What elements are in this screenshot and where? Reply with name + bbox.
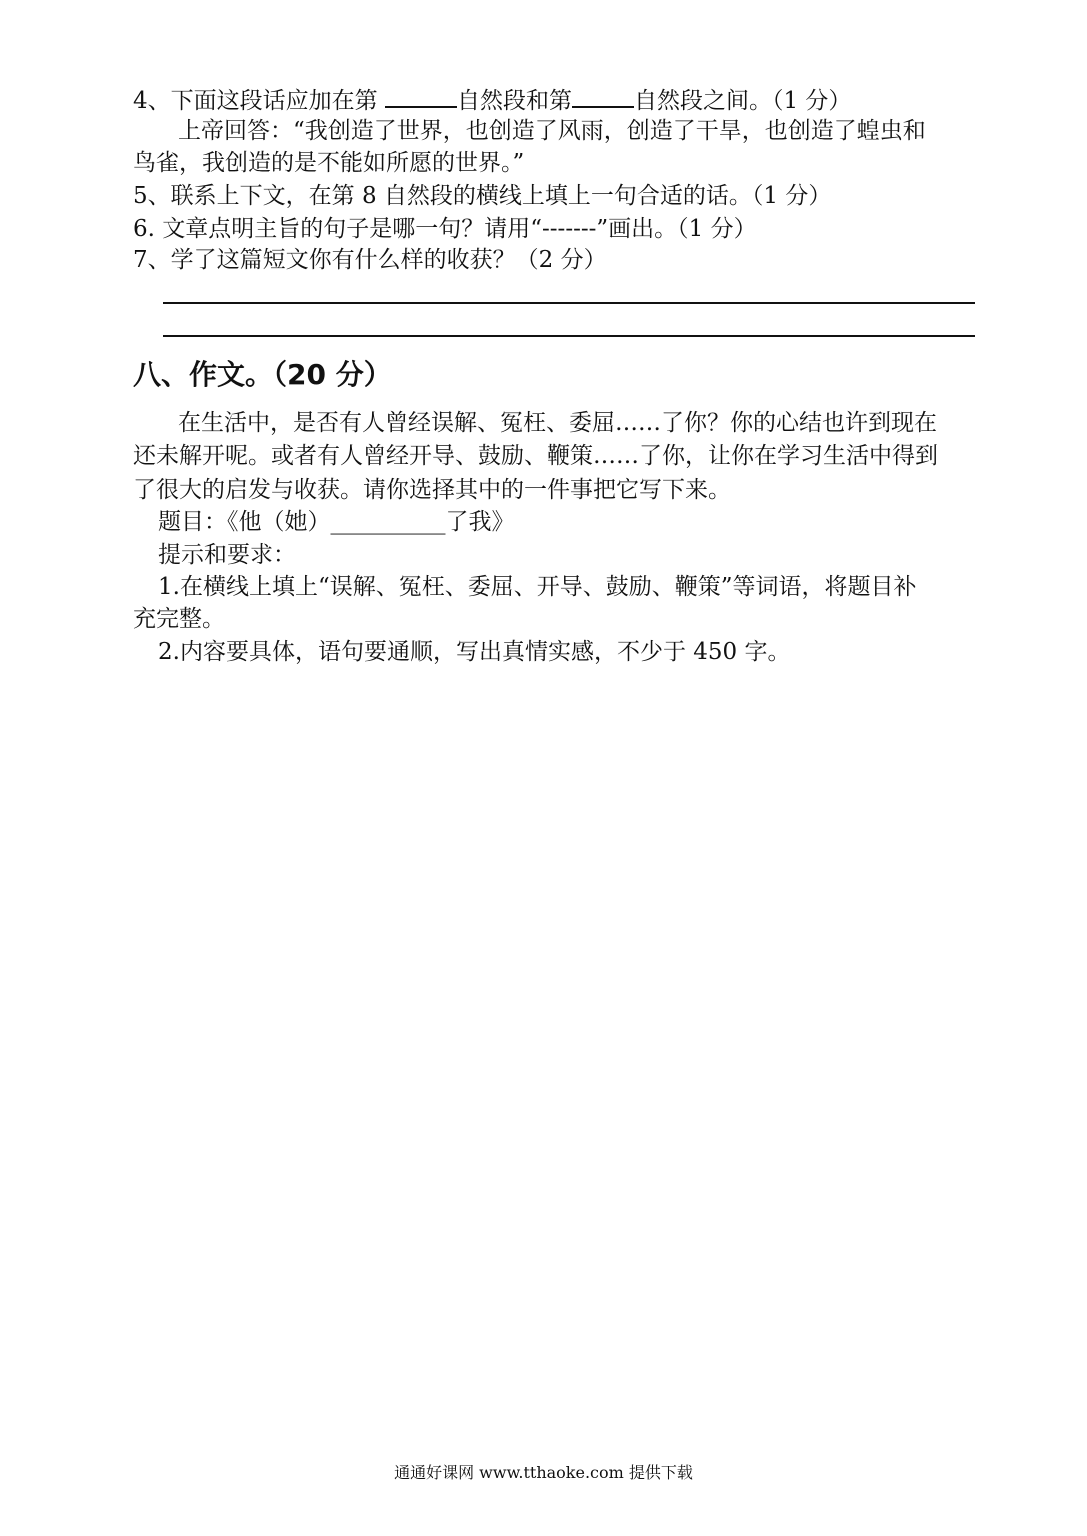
paragraph-number-blank-1[interactable] [385, 86, 457, 108]
answer-line-1[interactable] [163, 302, 975, 304]
question-4-text-b: 自然段和第 [456, 88, 572, 114]
hints-label: 提示和要求： [158, 542, 296, 568]
page-footer: 通通好课网 www.tthaoke.com 提供下载 [394, 1463, 693, 1482]
quote-line-2: 鸟雀，我创造的是不能如所愿的世界。” [133, 150, 525, 176]
requirement-2: 2.内容要具体，语句要通顺，写出真情实感，不少于 450 字。 [158, 639, 791, 665]
question-7: 7、学了这篇短文你有什么样的收获？（2 分） [133, 247, 607, 273]
question-5: 5、联系上下文，在第 8 自然段的横线上填上一句合适的话。（1 分） [133, 183, 832, 209]
prompt-line-3: 了很大的启发与收获。请你选择其中的一件事把它写下来。 [133, 477, 731, 503]
question-4 [133, 86, 851, 116]
section-title-composition: 八、作文。（20 分） [133, 358, 392, 391]
paragraph-number-blank-2[interactable] [572, 86, 634, 108]
composition-topic: 题目：《他（她）__________了我》 [158, 509, 515, 535]
question-4-text-c: 自然段之间。（1 分） [633, 88, 852, 114]
question-6: 6. 文章点明主旨的句子是哪一句？请用“-------”画出。（1 分） [133, 216, 757, 242]
requirement-1-line-2: 充完整。 [133, 606, 225, 632]
answer-line-2[interactable] [163, 335, 975, 337]
prompt-line-1: 在生活中，是否有人曾经误解、冤枉、委屈……了你？你的心结也许到现在 [178, 410, 937, 436]
requirement-1-line-1: 1.在横线上填上“误解、冤枉、委屈、开导、鼓励、鞭策”等词语，将题目补 [158, 574, 917, 600]
quote-line-1: 上帝回答：“我创造了世界，也创造了风雨，创造了干旱，也创造了蝗虫和 [178, 118, 926, 144]
prompt-line-2: 还未解开呢。或者有人曾经开导、鼓励、鞭策……了你，让你在学习生活中得到 [133, 443, 938, 469]
question-4-text-a: 4、下面这段话应加在第 [133, 88, 385, 114]
